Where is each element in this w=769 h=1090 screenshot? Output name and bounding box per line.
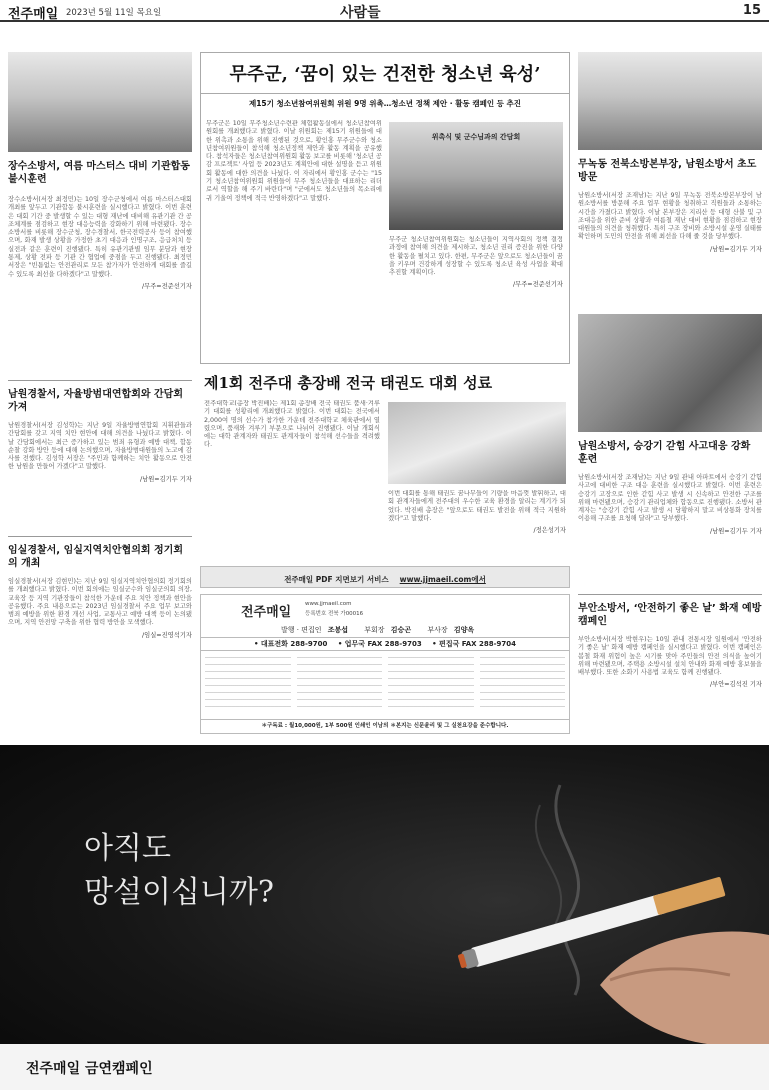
page-number: 15 xyxy=(742,3,761,18)
info-masthead: 전주매일 xyxy=(241,605,292,620)
divider xyxy=(8,380,192,381)
article-fire-drill xyxy=(8,160,192,375)
no-smoking-ad xyxy=(0,745,769,1090)
lead-body-col1 xyxy=(206,120,382,345)
article-photo xyxy=(578,314,762,432)
divider xyxy=(8,536,192,537)
lead-headline: 무주군, ‘꿈이 있는 건전한 청소년 육성’ xyxy=(229,64,541,85)
ad-line-1: 아직도 xyxy=(84,831,171,866)
article-body: 무주군 청소년참여위원회는 청소년들이 지역사회의 정책 결정 과정에 참여해 의견을 제시하고, 청소년 권리 증진을 위한 다양한 활동을 펼치고 있다. 한편, 무주군은 앞으로도 청소년들이 꿈을 키우며 건강하게 성장할 수 있도록 청소년 육성 사업을 확대 추진할 계획이다. xyxy=(389,236,563,277)
ad-footer-text: 전주매일 금연캠페인 xyxy=(26,1061,153,1077)
second-body-col1 xyxy=(204,400,380,550)
article-elevator-drill xyxy=(578,440,762,588)
lead-headline-wrap xyxy=(204,60,566,90)
article-body: 이번 대회를 통해 태권도 꿈나무들이 기량을 마음껏 발휘하고, 대회 관계자들에게 전주대의 우수한 교육 환경을 알리는 계기가 되었다. 박진배 총장은 "앞으로도 태권도 발전을 위해 적극 지원하겠다"고 말했다. xyxy=(388,490,566,522)
pdf-service-url[interactable]: www.jjmaeil.com에서 xyxy=(399,575,486,584)
article-title: 부안소방서, ‘안전하기 좋은 날’ 화재 예방 캠페인 xyxy=(578,603,762,627)
second-headline-wrap xyxy=(204,372,566,394)
masthead: 전주매일 xyxy=(8,7,59,22)
info-footer: ＊구독료 : 월10,000원, 1부 500원 인쇄인 이남의 ＊본지는 신문윤리 및 그 실천요강을 준수합니다. xyxy=(201,719,569,732)
article-body: 임실경찰서(서장 김현민)는 지난 9일 임실지역치안협의회 정기회의를 개최했다고 밝혔다. 이번 회의에는 임실군수와 임실군의회 의장, 교육장 등 지역 기관장들이 참석한 가운데 주요 치안 정책과 현안을 공유했다. 주요 내용으로는 2023년 임실경찰서 주요 업무 보고와 범죄 예방을 위한 환경 개선 사업, 교통사고 예방 대책 등이 논의됐으며, 지역 안전망 구축을 위한 협력 방안을 모색했다. xyxy=(8,578,192,627)
article-photo xyxy=(578,52,762,150)
cigarette-hand-illustration xyxy=(0,745,769,1090)
info-site: www.jjmaeil.com xyxy=(305,601,352,607)
lead-photo xyxy=(389,122,563,230)
article-byline: /남원=김기두 기자 xyxy=(710,245,762,253)
vp-name: 김승곤 xyxy=(390,626,412,634)
article-patrol-meeting xyxy=(8,388,192,528)
vp-label: 부회장 xyxy=(364,626,385,634)
info-staff-line xyxy=(281,625,474,635)
article-byline: /정은성기자 xyxy=(533,527,566,535)
info-phone-line xyxy=(201,637,569,651)
publisher-name: 조봉섭 xyxy=(327,626,349,634)
directory-col xyxy=(480,657,566,713)
ad-footer-bar xyxy=(0,1044,769,1090)
publication-info-box xyxy=(200,594,570,734)
article-body: 무주군은 10일 무주청소년수련관 체험활동실에서 청소년참여위원회를 개최했다고 밝혔다. 이날 위원회는 제15기 위원들에 대한 위촉과 소통을 위해 진행된 것으로, 황인홍 무주군수와 청소년참여위원들이 참석해 청소년정책 제안과 활동 계획을 공유했다. 참석자들은 청소년참여위원회 활동 보고를 비롯해 '청소년 공감 프로젝트' 사업 등 2023년도 계획안에 대한 설명을 듣고 위원회 활동에 대한 의견을 나눴다. 이 자리에서 황인홍 군수는 "15기 청소년참여위원회 위원들이 무주 청소년들을 대표하는 리더로서 역할을 해 주기 바란다"며 "군에서도 청소년들의 목소리에 귀 기울여 정책에 적극 반영하겠다"고 말했다. xyxy=(206,120,382,202)
article-byline: /남원=김기두 기자 xyxy=(140,475,192,483)
lead-subhead-wrap xyxy=(204,98,566,110)
directory-col xyxy=(388,657,474,713)
directory-grid xyxy=(205,657,565,713)
divider xyxy=(578,594,762,595)
ceo-label: 부사장 xyxy=(427,626,448,634)
pdf-service-text: 전주매일 PDF 지면보기 서비스 xyxy=(284,575,389,584)
article-byline: /무주=전준선기자 xyxy=(513,281,563,289)
photo-banner-text: 위촉식 및 군수님과의 간담회 xyxy=(431,133,521,141)
article-byline: /임실=진영석기자 xyxy=(142,631,192,639)
article-photo xyxy=(8,52,192,152)
page-header xyxy=(0,0,769,22)
article-body: 남원경찰서(서장 김성학)는 지난 9일 자율방범연합회 지휘관들과 간담회를 갖고 지역 치안 현안에 대해 의견을 나눴다고 밝혔다. 이날 간담회에서는 최근 증가하고 있는 범죄 유형과 예방 대책, 합동 순찰 강화 방안 등에 대해 논의했으며, 자율방범대원들의 노고에 감사를 전했다. 김성학 서장은 "주민과 함께하는 치안 활동으로 안전한 남원을 만들어 가겠다"고 말했다. xyxy=(8,422,192,471)
article-title: 남원경찰서, 자율방범대연합회와 간담회 가져 xyxy=(8,389,183,413)
phone-business: • 업무국 FAX 288-9703 xyxy=(337,640,422,648)
article-body: 장수소방서(서장 최정민)는 10일 장수군청에서 여름 마스터스대회 개최를 앞두고 기관합동 불시훈련을 실시했다고 밝혔다. 이번 훈련은 대회 기간 중 발생할 수 있는 대형 재난에 대비해 유관기관 간 공조체계를 점검하고 현장 대응능력을 강화하기 위해 마련됐다. 장수소방서를 비롯해 장수군청, 장수경찰서, 한국전력공사 등이 참여했으며, 화재 발생 상황을 가정한 초기 대응과 인명구조, 응급처치 등 실전과 같은 훈련이 진행됐다. 특히 유관기관별 임무 분담과 현장 통제, 상황 전파 등 기관 간 협업에 중점을 두고 진행됐다. 최정민 서장은 "빈틈없는 안전관리로 모든 참가자가 안전하게 대회를 즐길 수 있도록 최선을 다하겠다"고 말했다. xyxy=(8,196,192,278)
phone-main: • 대표전화 288-9700 xyxy=(253,640,328,648)
directory-col xyxy=(297,657,383,713)
article-title: 남원소방서, 승강기 갇힘 사고대응 강화 훈련 xyxy=(578,441,751,465)
ceo-name: 김양옥 xyxy=(453,626,475,634)
article-title: 무녹동 전북소방본부장, 남원소방서 초도방문 xyxy=(578,159,757,183)
divider xyxy=(200,93,570,94)
info-registration: 등록번호 전북 가00016 xyxy=(305,611,364,617)
second-headline: 제1회 전주대 총장배 전국 태권도 대회 성료 xyxy=(204,374,493,392)
article-chief-visit xyxy=(578,158,762,308)
pdf-service-bar xyxy=(200,566,570,588)
lead-subheadline: 제15기 청소년참여위원회 위원 9명 위촉…청소년 정책 제안 · 활동 캠페인 등 추진 xyxy=(248,99,522,108)
article-byline: /남원=김기두 기자 xyxy=(710,527,762,535)
lead-body-col2 xyxy=(389,236,563,344)
publisher-label: 발행 · 편집인 xyxy=(281,626,322,634)
article-body: 남원소방서(서장 조재남)는 지난 9일 무녹동 전북소방본부장이 남원소방서를 방문해 주요 업무 현황을 청취하고 직원들과 소통하는 시간을 가졌다고 밝혔다. 이날 본부장은 지리산 등 대형 산불 및 구조대응을 위한 준비 상황과 여름철 재난 대비 현황을 점검하고 현장 대원들의 의견을 청취했다. 특히 구조 장비와 소방시설 운영 실태를 확인하며 도민의 안전을 위해 최선을 다해 줄 것을 당부했다. xyxy=(578,192,762,241)
branch-directory xyxy=(205,657,565,715)
article-safety-council xyxy=(8,544,192,740)
second-photo xyxy=(388,402,566,484)
article-byline: /부안=김석진 기자 xyxy=(710,681,762,689)
publication-date: 2023년 5월 11일 목요일 xyxy=(66,8,162,18)
article-title: 임실경찰서, 임실지역치안협의회 정기회의 개최 xyxy=(8,545,183,569)
directory-col xyxy=(205,657,291,713)
ad-line-2: 망설이십니까? xyxy=(84,875,274,910)
article-body: 부안소방서(서장 박현우)는 10일 관내 전통시장 일원에서 '안전하기 좋은 날' 화재 예방 캠페인을 실시했다고 밝혔다. 이번 캠페인은 봄철 화재 위험이 높은 시기를 맞아 주민들의 안전 의식을 높이기 위해 마련됐으며, 주택용 소방시설 설치 안내와 화재 예방 홍보물을 배부했다. 또한 소화기 사용법 교육도 함께 진행됐다. xyxy=(578,636,762,677)
phone-editorial: • 편집국 FAX 288-9704 xyxy=(432,640,517,648)
article-body: 남원소방서(서장 조재남)는 지난 9일 관내 아파트에서 승강기 갇힘 사고에 대비한 구조 대응 훈련을 실시했다고 밝혔다. 이번 훈련은 승강기 고장으로 인한 갇힘 사고 발생 시 신속하고 안전한 구조를 위해 마련됐으며, 승강기 관리업체와 합동으로 진행됐다. 소방서 관계자는 "승강기 갇힘 사고 발생 시 당황하지 말고 비상통화 장치를 이용해 구조를 요청해 달라"고 당부했다. xyxy=(578,474,762,523)
section-title: 사람들 xyxy=(340,5,381,21)
article-body: 전주대학교(총장 박진배)는 제1회 총장배 전국 태권도 품새·겨루기 대회를 성황리에 개최했다고 밝혔다. 이번 대회는 전국에서 2,000여 명의 선수가 참가한 가운데 전주대학교 체육관에서 열렸으며, 품새와 겨루기 부문으로 나뉘어 진행됐다. 이날 개회식에는 대학 관계자와 태권도 관계자들이 참석해 선수들을 격려했다. xyxy=(204,400,380,449)
article-byline: /무주=전준선기자 xyxy=(142,282,192,290)
article-title: 장수소방서, 여름 마스터스 대비 기관합동 불시훈련 xyxy=(8,161,190,185)
article-fire-campaign xyxy=(578,602,762,740)
second-body-col2 xyxy=(388,490,566,550)
